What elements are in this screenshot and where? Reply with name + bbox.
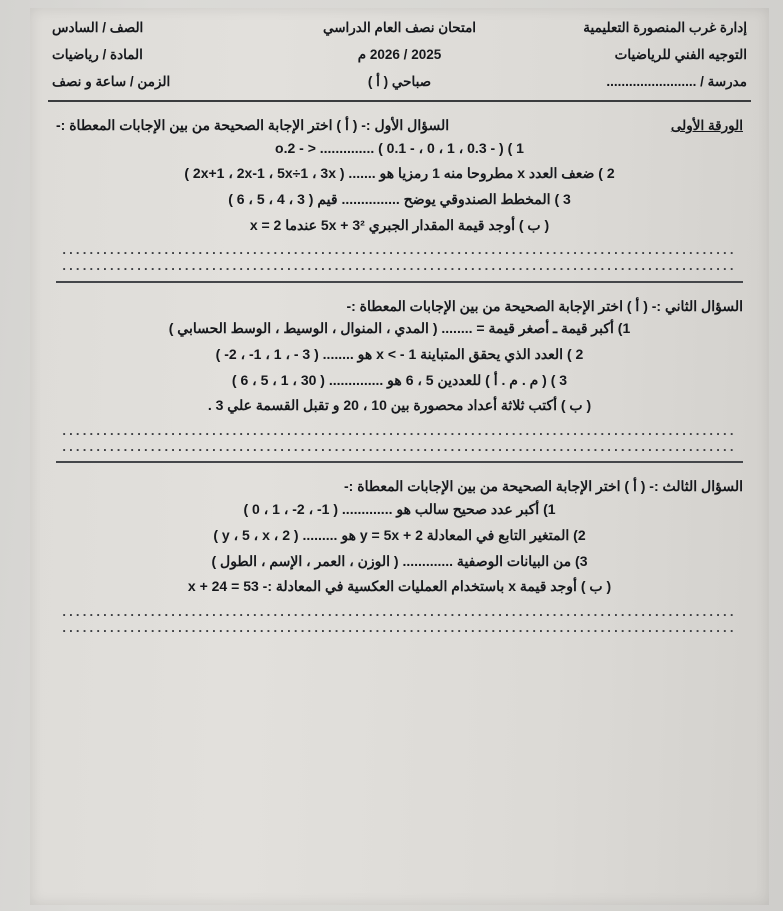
question-1-section: [46, 102, 753, 275]
answer-dots-line: ...................................................................................................: [62, 620, 737, 635]
question-3-item-2: 2) المتغير التابع في المعادلة y = 5x + 2 هو ......... ( 2 ، y ، 5 ، x ): [213, 526, 586, 543]
header-subject: المادة / رياضيات: [52, 47, 143, 62]
question-1-item-2: 2 ) ضعف العدد x مطروحا منه 1 رمزيا هو ....... ( 2x+1 ، 2x-1 ، 5x÷1 ، 3x ): [184, 165, 615, 182]
question-2-item-2: 2 ) العدد الذي يحقق المتباينة 1 - > x هو ........ ( 3 - ، 1 ، 1- ، 2- ): [215, 346, 584, 363]
header-school-field: مدرسة / ........................: [606, 74, 747, 89]
header-directorate: إدارة غرب المنصورة التعليمية: [583, 20, 747, 35]
header-grade: الصف / السادس: [52, 20, 144, 35]
question-3-section: [46, 463, 753, 636]
question-2-item-1: 1) أكبر قيمة ـ أصغر قيمة = ........ ( المدي ، المنوال ، الوسيط ، الوسط الحسابي ): [168, 320, 631, 337]
question-3-item-1: 1) أكبر عدد صحيح سالب هو ............. ( 1- ، 2- ، 1 ، 0 ): [243, 501, 556, 518]
question-1-title-row: [56, 110, 743, 141]
exam-sheet: [30, 8, 769, 905]
question-3-part-b: ( ب ) أوجد قيمة x باستخدام العمليات العكسية في المعادلة :- 53 = x + 24: [187, 578, 612, 595]
paper-label: الورقة الأولى: [670, 118, 743, 133]
question-1-item-1: 1 ) o.2 - > .............. ( 0.1 - ، 0 ، 1 ، 0.3 - ): [275, 139, 524, 156]
question-1-title: السؤال الأول :- ( أ ) اختر الإجابة الصحيحة من بين الإجابات المعطاة :-: [56, 117, 450, 133]
header-academic-year: 2025 / 2026 م: [357, 47, 442, 62]
question-1-item-3: 3 ) المخطط الصندوقي يوضح ............... قيم ( 3 ، 4 ، 5 ، 6 ): [228, 191, 571, 208]
question-3-title: السؤال الثالث :- ( أ ) اختر الإجابة الصحيحة من بين الإجابات المعطاة :-: [344, 478, 743, 495]
answer-dots-line: ...................................................................................................: [62, 243, 737, 258]
question-2-section: [46, 283, 753, 456]
answer-dots-line: ...................................................................................................: [62, 424, 737, 438]
header-session: صباحي ( أ ): [367, 74, 432, 89]
header-exam-title: امتحان نصف العام الدراسي: [322, 20, 477, 35]
header-subject-supervision: التوجيه الفني للرياضيات: [614, 47, 747, 62]
question-2-part-b: ( ب ) أكتب ثلاثة أعداد محصورة بين 10 ، 20 و تقبل القسمة علي 3 .: [207, 397, 592, 414]
answer-dots-line: ...................................................................................................: [62, 259, 737, 273]
question-1-part-b: ( ب ) أوجد قيمة المقدار الجبري 3² + 5x عندما x = 2: [249, 216, 550, 233]
question-2-item-3: 3 ) ( م . م . أ ) للعددين 5 ، 6 هو .............. ( 30 ، 1 ، 5 ، 6 ): [231, 371, 568, 388]
answer-dots-line: ...................................................................................................: [62, 439, 737, 454]
answer-dots-line: ...................................................................................................: [62, 604, 737, 619]
header-center-column: [292, 20, 507, 90]
exam-header: [46, 14, 753, 94]
header-left-column: [52, 20, 267, 90]
header-right-column: [532, 20, 747, 90]
header-duration: الزمن / ساعة و نصف: [52, 74, 171, 89]
question-2-title: السؤال الثاني :- ( أ ) اختر الإجابة الصحيحة من بين الإجابات المعطاة :-: [346, 297, 743, 314]
question-3-item-3: 3) من البيانات الوصفية ............. ( الوزن ، العمر ، الإسم ، الطول ): [211, 552, 588, 569]
